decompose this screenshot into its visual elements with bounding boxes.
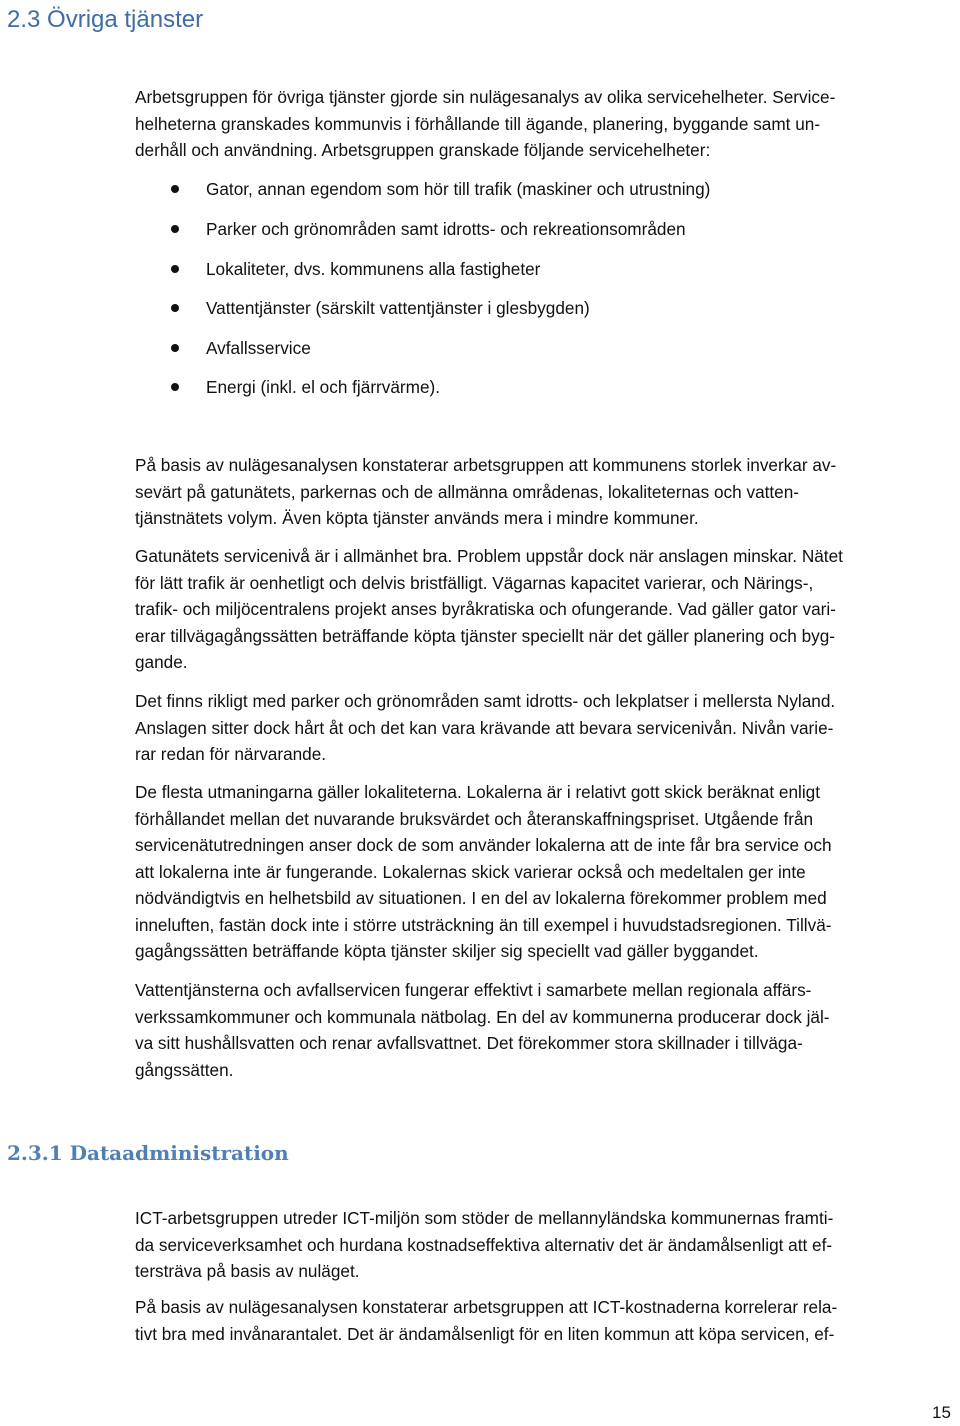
text-line: derhåll och användning. Arbetsgruppen granskade följande servicehelheter:	[135, 140, 711, 160]
text-line: Arbetsgruppen för övriga tjänster gjorde sin nulägesanalys av olika servicehelheter. Service-	[135, 87, 836, 107]
intro-paragraph	[135, 84, 960, 164]
list-item-label: Parker och grönområden samt idrotts- och rekreationsområden	[206, 219, 686, 239]
text-line: helheterna granskades kommunvis i förhållande till ägande, planering, byggande samt un-	[135, 113, 821, 134]
subsection-heading: 2.3.1 Dataadministration	[7, 1141, 289, 1165]
text-line: inneluften, fastän dock inte i större utsträckning än till exempel i huvudstadsregionen. Tillvä-	[135, 914, 832, 935]
text-line: trafik- och miljöcentralens projekt anses byråkratiska och ofungerande. Vad gäller gator vari-	[135, 599, 836, 619]
text-line: nödvändigtvis en helhetsbild av situationen. I en del av lokalerna förekommer problem med	[135, 888, 827, 908]
text-line: På basis av nulägesanalysen konstaterar arbetsgruppen att ICT-kostnaderna korrelerar rela-	[135, 1297, 838, 1317]
text-line: ICT-arbetsgruppen utreder ICT-miljön som stöder de mellannyländska kommunernas framti-	[135, 1208, 834, 1228]
text-line: erar tillvägagångssätten beträffande köpta tjänster speciellt när det gäller planering och byg-	[135, 625, 836, 646]
bullet-icon	[171, 304, 179, 312]
text-line: förhållandet mellan det nuvarande bruksvärdet och återanskaffningspriset. Utgående från	[135, 808, 814, 829]
text-line: Det finns rikligt med parker och grönområden samt idrotts- och lekplatser i mellersta Nyland.	[135, 691, 836, 711]
text-line: verkssamkommuner och kommunala nätbolag. En del av kommunerna producerar dock jäl-	[135, 1006, 830, 1027]
list-item-label: Gator, annan egendom som hör till trafik (maskiner och utrustning)	[206, 179, 711, 199]
text-line: Gatunätets servicenivå är i allmänhet bra. Problem uppstår dock när anslagen minskar. Nätet	[135, 546, 843, 566]
list-item-label: Vattentjänster (särskilt vattentjänster i glesbygden)	[206, 298, 590, 318]
text-line: tersträva på basis av nuläget.	[135, 1261, 360, 1281]
bullet-icon	[171, 185, 179, 193]
list-item-label: Lokaliteter, dvs. kommunens alla fastigheter	[206, 259, 541, 279]
paragraph-premises	[135, 779, 960, 965]
text-line: De flesta utmaningarna gäller lokaliteterna. Lokalerna är i relativt gott skick beräknat enligt	[135, 782, 820, 802]
page-number: 15	[932, 1403, 951, 1422]
text-line: gångssätten.	[135, 1059, 234, 1080]
text-line: Vattentjänsterna och avfallservicen fungerar effektivt i samarbete mellan regionala affärs-	[135, 980, 812, 1000]
text-line: På basis av nulägesanalysen konstaterar arbetsgruppen att kommunens storlek inverkar av-	[135, 455, 837, 475]
paragraph-ict-costs	[135, 1294, 960, 1347]
text-line: sevärt på gatunätets, parkernas och de allmänna områdenas, lokaliteternas och vatten-	[135, 481, 800, 502]
paragraph-ict-intro	[135, 1205, 960, 1285]
text-line: va sitt hushållsvatten och renar avfallsvattnet. Det förekommer stora skillnader i tillväga-	[135, 1033, 803, 1053]
text-line: Anslagen sitter dock hårt åt och det kan vara krävande att bevara servicenivån. Nivån varie-	[135, 717, 834, 738]
paragraph-water-waste	[135, 977, 960, 1083]
paragraph-streets	[135, 543, 960, 676]
paragraph-volume	[135, 452, 960, 532]
bullet-icon	[171, 225, 179, 233]
paragraph-parks	[135, 688, 960, 768]
text-line: rar redan för närvarande.	[135, 744, 327, 764]
text-line: servicenätutredningen anser dock de som använder lokalerna att de inte får bra service och	[135, 835, 832, 855]
bullet-icon	[171, 344, 179, 352]
section-heading: 2.3 Övriga tjänster	[7, 6, 204, 33]
bullet-icon	[171, 383, 179, 391]
text-line: gande.	[135, 652, 188, 672]
text-line: da serviceverksamhet och hurdana kostnadseffektiva alternativ det är ändamålsenligt att ef-	[135, 1234, 833, 1255]
list-item-label: Avfallsservice	[206, 338, 311, 358]
list-item-label: Energi (inkl. el och fjärrvärme).	[206, 377, 441, 397]
bullet-icon	[171, 265, 179, 273]
text-line: tivt bra med invånarantalet. Det är ändamålsenligt för en liten kommun att köpa servicen, ef-	[135, 1323, 835, 1344]
text-line: tjänstnätets volym. Även köpta tjänster används mera i mindre kommuner.	[135, 508, 699, 528]
text-line: att lokalerna inte är fungerande. Lokalernas skick varierar också och medeltalen ger inte	[135, 861, 806, 882]
text-line: för lätt trafik är oenhetligt och delvis bristfälligt. Vägarnas kapacitet varierar, och Närings-,	[135, 572, 814, 593]
text-line: gagångssätten beträffande köpta tjänster skiljer sig speciellt vad gäller byggandet.	[135, 941, 759, 961]
